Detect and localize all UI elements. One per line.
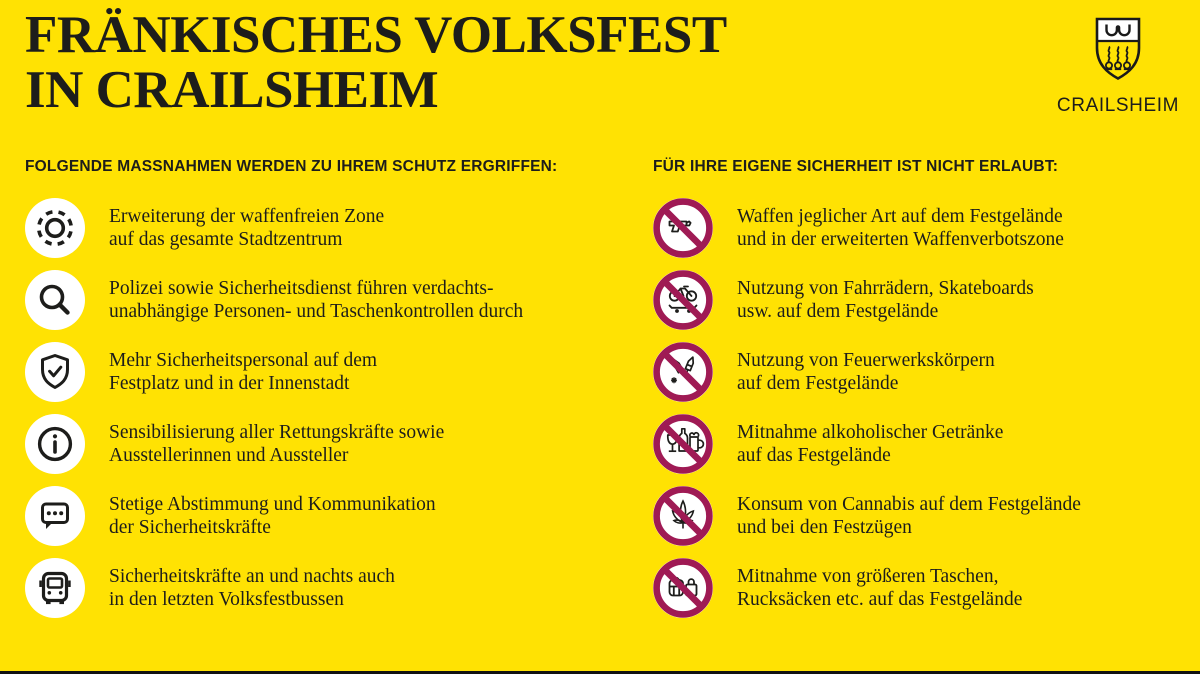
page-title-line2: IN CRAILSHEIM <box>25 61 439 119</box>
list-item <box>25 558 600 618</box>
prohibitions-header: FÜR IHRE EIGENE SICHERHEIT IST NICHT ERLAUBT: <box>653 158 1059 175</box>
no-cannabis-icon <box>653 486 713 546</box>
item-text: Polizei sowie Sicherheitsdienst führen verdachts- unabhängige Personen- und Taschenkontrollen durch <box>109 278 524 322</box>
page-title-line1: FRÄNKISCHES VOLKSFEST <box>25 6 727 64</box>
list-item <box>25 486 600 546</box>
no-bicycle-skateboard-icon <box>653 270 713 330</box>
list-item <box>25 342 600 402</box>
item-text: Waffen jeglicher Art auf dem Festgelände und in der erweiterten Waffenverbotszone <box>737 206 1064 250</box>
list-item <box>653 558 1200 618</box>
crailsheim-coat-of-arms-icon <box>1054 12 1182 90</box>
item-text: Sicherheitskräfte an und nachts auch in den letzten Volksfestbussen <box>109 566 395 610</box>
item-text: Konsum von Cannabis auf dem Festgelände und bei den Festzügen <box>737 494 1081 538</box>
list-item <box>25 414 600 474</box>
list-item <box>25 270 600 330</box>
item-text: Sensibilisierung aller Rettungskräfte sowie Ausstellerinnen und Aussteller <box>109 422 445 466</box>
magnifier-icon <box>25 270 85 330</box>
item-text: Nutzung von Fahrrädern, Skateboards usw. auf dem Festgelände <box>737 278 1034 322</box>
logo-wordmark: CRAILSHEIM <box>1056 95 1180 116</box>
no-weapons-icon <box>653 198 713 258</box>
list-item <box>653 198 1200 258</box>
item-text: Mehr Sicherheitspersonal auf dem Festplatz und in der Innenstadt <box>109 350 378 394</box>
page-title <box>25 8 727 118</box>
measures-column <box>25 158 600 618</box>
chat-bubble-icon <box>25 486 85 546</box>
item-text: Erweiterung der waffenfreien Zone auf das gesamte Stadtzentrum <box>109 206 385 250</box>
prohibitions-list <box>653 198 1200 618</box>
list-item <box>653 342 1200 402</box>
no-alcohol-icon <box>653 414 713 474</box>
info-icon <box>25 414 85 474</box>
bus-icon <box>25 558 85 618</box>
item-text: Stetige Abstimmung und Kommunikation der Sicherheitskräfte <box>109 494 436 538</box>
no-bags-icon <box>653 558 713 618</box>
crailsheim-logo <box>1054 12 1182 117</box>
list-item <box>653 414 1200 474</box>
shield-check-icon <box>25 342 85 402</box>
item-text: Nutzung von Feuerwerkskörpern auf dem Festgelände <box>737 350 995 394</box>
measures-list <box>25 198 600 618</box>
no-fireworks-icon <box>653 342 713 402</box>
prohibitions-column <box>653 158 1200 618</box>
measures-header: FOLGENDE MASSNAHMEN WERDEN ZU IHREM SCHUTZ ERGRIFFEN: <box>25 158 558 175</box>
list-item <box>653 486 1200 546</box>
zone-radius-icon <box>25 198 85 258</box>
item-text: Mitnahme von größeren Taschen, Rucksäcken etc. auf das Festgelände <box>737 566 1023 610</box>
item-text: Mitnahme alkoholischer Getränke auf das Festgelände <box>737 422 1004 466</box>
list-item <box>25 198 600 258</box>
list-item <box>653 270 1200 330</box>
